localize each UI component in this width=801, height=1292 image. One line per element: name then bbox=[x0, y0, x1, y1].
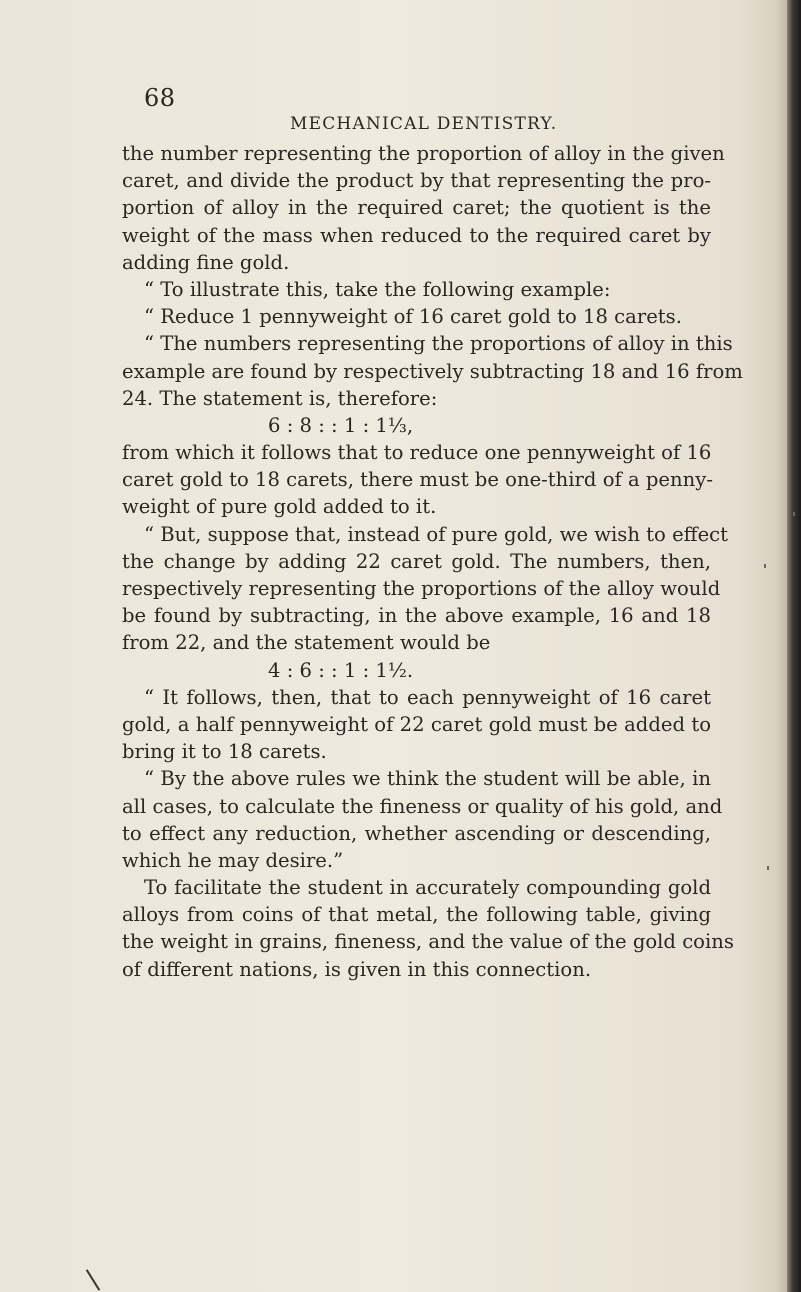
text-line: to effect any reduction, whether ascending or descending, bbox=[122, 821, 711, 845]
text-line: respectively representing the proportions of the alloy would bbox=[122, 577, 721, 600]
text-line: of different nations, is given in this connection. bbox=[122, 957, 592, 981]
margin-mark bbox=[86, 1269, 100, 1290]
text-line: “ To illustrate this, take the following example: bbox=[144, 277, 611, 301]
text-line: from 22, and the statement would be bbox=[122, 631, 491, 655]
text-line: the change by adding 22 caret gold. The numbers, then, bbox=[122, 549, 711, 573]
proportion-statement: 6 : 8 : : 1 : 1⅓, bbox=[268, 413, 414, 437]
text-line: alloys from coins of that metal, the following table, giving bbox=[122, 903, 711, 927]
text-line: be found by subtracting, in the above example, 16 and 18 bbox=[122, 604, 711, 628]
text-line: the weight in grains, fineness, and the value of the gold coins bbox=[122, 930, 734, 954]
text-line: bring it to 18 carets. bbox=[122, 740, 327, 764]
text-line: caret gold to 18 carets, there must be one-third of a penny- bbox=[122, 468, 713, 492]
text-line: adding fine gold. bbox=[122, 250, 290, 274]
proportion-statement: 4 : 6 : : 1 : 1½. bbox=[268, 658, 414, 682]
text-line: caret, and divide the product by that representing the pro- bbox=[122, 169, 711, 193]
text-line: from which it follows that to reduce one pennyweight of 16 bbox=[122, 441, 712, 465]
text-line: the number representing the proportion of alloy in the given bbox=[122, 142, 725, 165]
paper-speck bbox=[767, 866, 769, 870]
text-line: To facilitate the student in accurately compounding gold bbox=[144, 876, 711, 900]
text-line: “ By the above rules we think the student will be able, in bbox=[144, 767, 711, 791]
text-line: weight of the mass when reduced to the required caret by bbox=[122, 223, 711, 247]
text-line: “ It follows, then, that to each pennyweight of 16 caret bbox=[144, 685, 711, 709]
text-line: 24. The statement is, therefore: bbox=[122, 386, 438, 410]
text-line: “ But, suppose that, instead of pure gold, we wish to effect bbox=[144, 522, 729, 546]
text-line: portion of alloy in the required caret; the quotient is the bbox=[122, 196, 711, 220]
text-line: weight of pure gold added to it. bbox=[122, 495, 437, 519]
page-binding-edge bbox=[787, 0, 801, 1292]
text-line: all cases, to calculate the fineness or quality of his gold, and bbox=[122, 794, 723, 818]
text-line: which he may desire.” bbox=[122, 848, 344, 872]
page-number: 68 bbox=[144, 84, 176, 112]
running-head: MECHANICAL DENTISTRY. bbox=[290, 114, 558, 134]
text-line: “ The numbers representing the proportions of alloy in this bbox=[144, 332, 733, 356]
text-line: gold, a half pennyweight of 22 caret gold must be added to bbox=[122, 712, 711, 736]
paper-speck bbox=[793, 512, 795, 516]
text-line: example are found by respectively subtracting 18 and 16 from bbox=[122, 359, 743, 383]
text-line: “ Reduce 1 pennyweight of 16 caret gold to 18 carets. bbox=[144, 305, 682, 329]
paper-speck bbox=[764, 564, 766, 568]
body-text bbox=[122, 140, 743, 983]
